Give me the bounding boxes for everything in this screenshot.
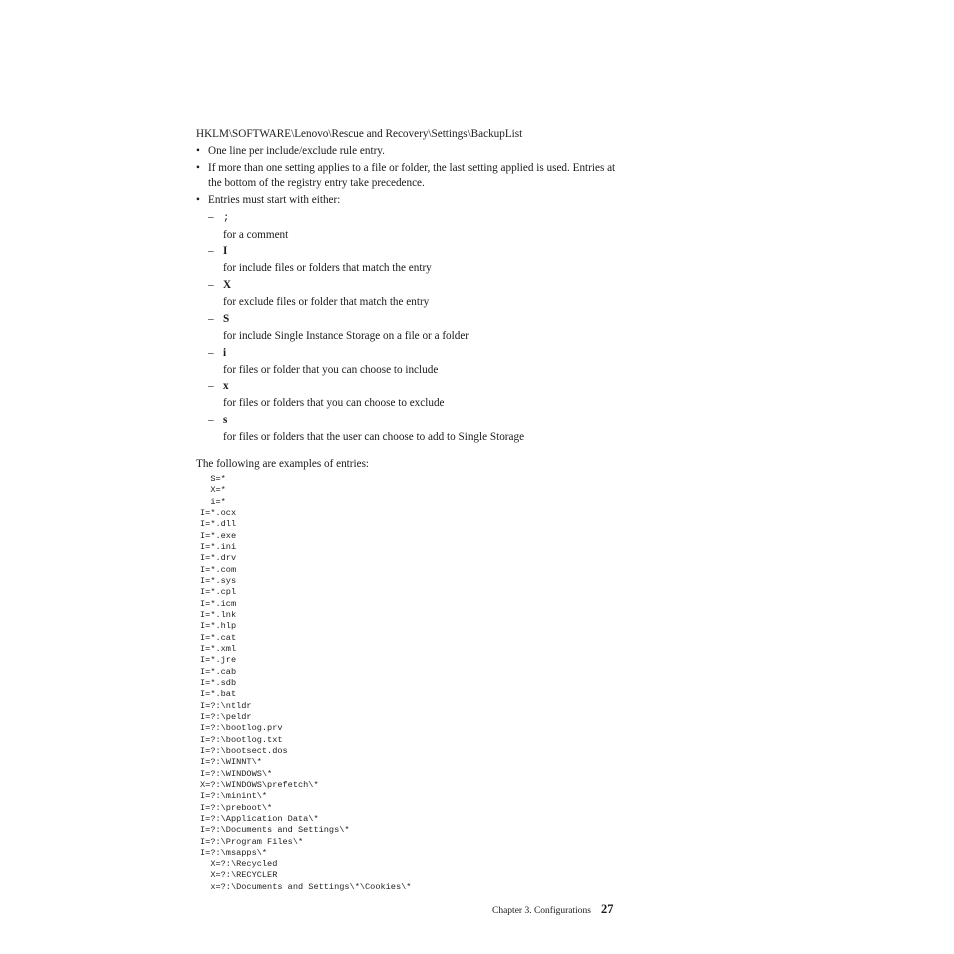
bullet-symbol: • <box>196 193 200 206</box>
prefix-option-comment <box>208 210 628 244</box>
example-entry-line: I=*.bat <box>200 689 237 700</box>
example-entry-line: I=*.ini <box>200 541 237 552</box>
example-entry-line: I=?:\preboot\* <box>200 802 273 813</box>
bullet-symbol: • <box>196 145 200 157</box>
prefix-code: i <box>223 346 227 359</box>
example-entry-line: I=?:\bootlog.prv <box>200 723 283 734</box>
example-entry-line: I=*.icm <box>200 598 237 609</box>
example-entry-line: i=* <box>200 496 226 507</box>
rules-bullet-list <box>196 144 616 210</box>
bullet-item-entries-start <box>196 193 616 208</box>
prefix-option-optional-include <box>208 346 628 380</box>
prefix-code: X <box>223 278 232 291</box>
example-entry-line: I=*.jre <box>200 655 237 666</box>
example-entry-line: I=*.xml <box>200 643 237 654</box>
example-entry-line: I=*.sys <box>200 575 237 586</box>
example-entry-line: I=*.drv <box>200 553 237 564</box>
examples-code-block <box>200 474 411 893</box>
example-entry-line: I=?:\bootsect.dos <box>200 745 288 756</box>
example-entry-line: I=*.dll <box>200 519 237 530</box>
example-entry-line: x=?:\Documents and Settings\*\Cookies\* <box>200 881 412 892</box>
prefix-description: for files or folders that the user can choose to add to Single Storage <box>223 431 525 444</box>
example-entry-line: I=?:\Application Data\* <box>200 813 319 824</box>
example-entry-line: I=?:\WINDOWS\* <box>200 768 273 779</box>
example-entry-line: S=* <box>200 474 226 484</box>
prefix-description: for include files or folders that match the entry <box>223 261 432 274</box>
bullet-item-precedence <box>196 161 616 190</box>
prefix-description: for a comment <box>223 229 289 241</box>
example-entry-line: I=?:\Program Files\* <box>200 836 304 847</box>
prefix-code: S <box>223 312 230 325</box>
example-entry-line: I=?:\ntldr <box>200 700 252 711</box>
prefix-option-optional-exclude <box>208 379 628 413</box>
example-entry-line: I=*.cpl <box>200 587 237 598</box>
example-entry-line: X=* <box>200 485 226 496</box>
page-footer <box>492 900 613 919</box>
dash-symbol: – <box>208 346 214 359</box>
example-entry-line: X=?:\Recycled <box>200 859 278 870</box>
dash-symbol: – <box>208 312 214 325</box>
example-entry-line: X=?:\RECYCLER <box>200 870 278 881</box>
dash-symbol: – <box>208 380 214 393</box>
dash-symbol: – <box>208 244 214 257</box>
bullet-symbol: • <box>196 162 200 174</box>
example-entry-line: I=?:\bootlog.txt <box>200 734 283 745</box>
example-entry-line: I=*.hlp <box>200 621 237 632</box>
dash-symbol: – <box>208 414 214 427</box>
example-entry-line: X=?:\WINDOWS\prefetch\* <box>200 779 319 790</box>
example-entry-line: I=?:\msapps\* <box>200 847 268 858</box>
dash-symbol: – <box>208 211 214 223</box>
example-entry-line: I=?:\peldr <box>200 711 252 722</box>
example-entry-line: I=*.exe <box>200 530 237 541</box>
registry-key-heading: HKLM\SOFTWARE\Lenovo\Rescue and Recovery\Settings\BackupList <box>196 128 523 140</box>
prefix-description: for files or folder that you can choose to include <box>223 363 439 376</box>
prefix-option-include <box>208 244 628 278</box>
prefix-description: for exclude files or folder that match the entry <box>223 295 430 308</box>
prefix-code: ; <box>223 212 230 224</box>
bullet-item-one-line <box>196 144 616 159</box>
example-entry-line: I=?:\WINNT\* <box>200 757 262 768</box>
prefix-code: I <box>223 244 228 257</box>
example-entry-line: I=*.cat <box>200 632 237 643</box>
prefix-description: for files or folders that you can choose to exclude <box>223 397 445 410</box>
prefix-description: for include Single Instance Storage on a file or a folder <box>223 329 470 342</box>
bullet-text: Entries must start with either: <box>208 193 341 206</box>
prefix-option-exclude <box>208 278 628 312</box>
chapter-label: Chapter 3. Configurations <box>492 906 591 916</box>
prefix-option-single-instance <box>208 312 628 346</box>
prefix-option-optional-single-storage <box>208 413 628 447</box>
dash-symbol: – <box>208 278 214 291</box>
example-entry-line: I=*.com <box>200 564 237 575</box>
prefix-code: x <box>223 380 229 393</box>
example-entry-line: I=*.lnk <box>200 609 237 620</box>
bullet-text: If more than one setting applies to a file or folder, the last setting applied is used. Entries at the bottom of the registry entry take precedence. <box>208 162 616 189</box>
bullet-text: One line per include/exclude rule entry. <box>208 145 385 157</box>
example-entry-line: I=*.ocx <box>200 507 237 518</box>
example-entry-line: I=*.sdb <box>200 677 237 688</box>
page-number: 27 <box>600 902 614 916</box>
example-entry-line: I=*.cab <box>200 666 237 677</box>
example-entry-line: I=?:\Documents and Settings\* <box>200 825 350 836</box>
example-entry-line: I=?:\minint\* <box>200 791 268 802</box>
examples-intro-text: The following are examples of entries: <box>196 458 370 470</box>
entry-prefix-list <box>208 210 628 447</box>
prefix-code: s <box>223 414 228 427</box>
